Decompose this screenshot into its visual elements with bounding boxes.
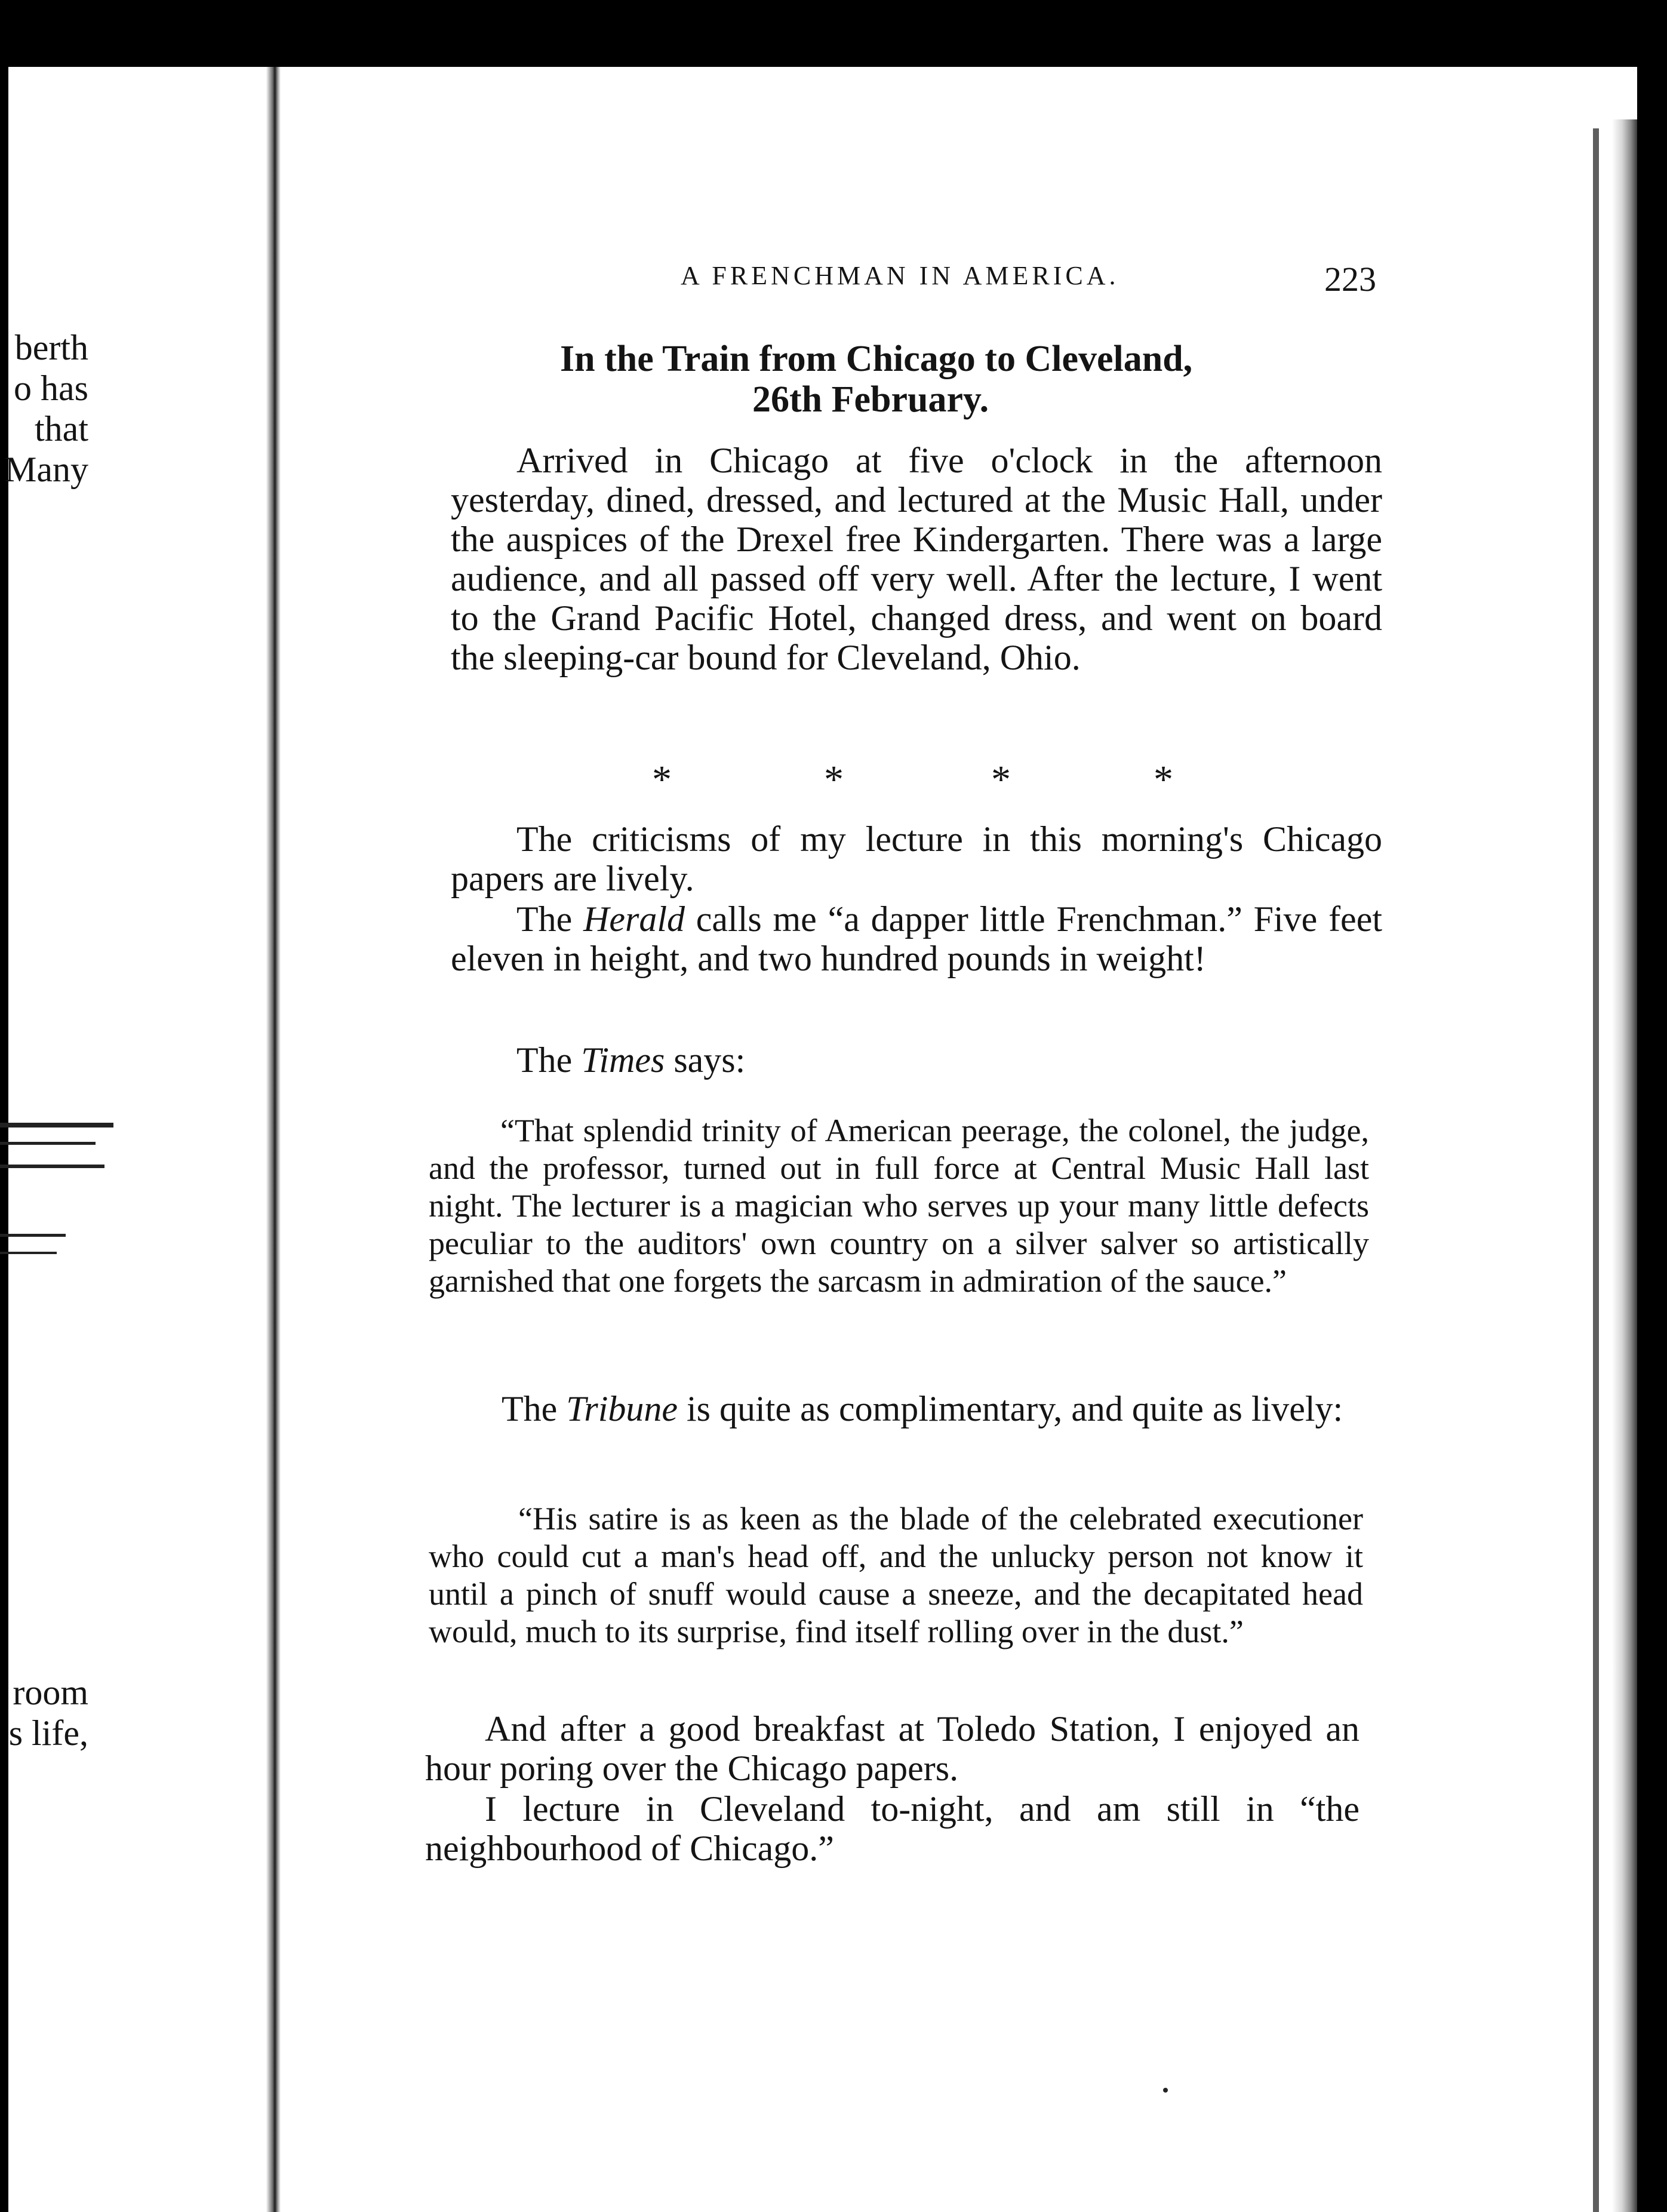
paragraph-text: And after a good breakfast at Toledo Station, I enjoyed an hour poring over the Chicago papers. xyxy=(425,1709,1360,1788)
paragraph xyxy=(436,1389,1367,1428)
scan-border-right xyxy=(1637,0,1667,2212)
paragraph xyxy=(451,441,1382,677)
left-page-smudge xyxy=(0,1165,104,1168)
newspaper-name: Tribune xyxy=(566,1389,678,1428)
paragraph xyxy=(451,1040,1382,1080)
text-run: calls me “a dapper little Frenchman.” Five feet eleven in height, and two hundred pounds in weight! xyxy=(451,899,1382,978)
newspaper-name: Herald xyxy=(583,899,685,939)
book-gutter xyxy=(266,67,281,2212)
left-page-fragment: o has xyxy=(14,368,88,408)
left-page-fragment: room xyxy=(13,1673,88,1712)
newspaper-name: Times xyxy=(581,1040,665,1080)
quote-text: “His satire is as keen as the blade of the celebrated executioner who could cut a man's head off, and the unlucky person not know it until a pinch of snuff would cause a sneeze, and the decapitated head would, much to its surprise, find itself rolling over in the dust.” xyxy=(429,1501,1363,1649)
left-page-fragment: berth xyxy=(14,328,88,367)
paragraph xyxy=(425,1709,1360,1788)
scan-border-top xyxy=(0,0,1667,67)
paragraph-text xyxy=(451,1040,1382,1080)
page-edge-shadow xyxy=(1612,119,1637,2212)
print-speck xyxy=(1163,2088,1168,2093)
left-page-fragment: s life, xyxy=(8,1713,88,1753)
section-break-star: * xyxy=(1154,758,1173,801)
text-run: The xyxy=(502,1389,567,1428)
paragraph xyxy=(451,819,1382,898)
paragraph xyxy=(451,899,1382,978)
text-run: is quite as complimentary, and quite as lively: xyxy=(678,1389,1343,1428)
paragraph-text: The criticisms of my lecture in this morning's Chicago papers are lively. xyxy=(451,819,1382,898)
left-page-smudge xyxy=(0,1234,66,1237)
quote-text: “That splendid trinity of American peerage, the colonel, the judge, and the professor, turned out in full force at Central Music Hall last night. The lecturer is a magician who serves up your many little defects peculiar to the auditors' own country on a silver salver so artistically garnished that one forgets the sarcasm in admiration of the sauce.” xyxy=(429,1113,1369,1299)
section-date: 26th February. xyxy=(752,379,989,420)
paragraph-text xyxy=(436,1389,1367,1428)
section-break-star: * xyxy=(991,758,1011,801)
block-quote xyxy=(429,1112,1369,1300)
paragraph-text: Arrived in Chicago at five o'clock in the afternoon yesterday, dined, dressed, and lectured at the Music Hall, under the auspices of the Drexel free Kindergarten. There was a large audience, and all passed off very well. After the lecture, I went to the Grand Pacific Hotel, changed dress, and went on board the sleeping-car bound for Cleveland, Ohio. xyxy=(451,441,1382,677)
text-run: The xyxy=(516,899,584,939)
left-page-smudge xyxy=(0,1252,57,1254)
section-break-star: * xyxy=(652,758,672,801)
paragraph-text xyxy=(451,899,1382,978)
block-quote xyxy=(429,1500,1363,1651)
paragraph-text: I lecture in Cleveland to-night, and am still in “the neighbourhood of Chicago.” xyxy=(425,1789,1360,1868)
section-break-star: * xyxy=(824,758,844,801)
left-page-fragment: that xyxy=(35,409,88,448)
text-run: The xyxy=(516,1040,582,1080)
left-page-smudge xyxy=(0,1123,113,1127)
page-number: 223 xyxy=(1324,260,1376,299)
paragraph xyxy=(425,1789,1360,1868)
page-edge-line xyxy=(1593,128,1599,2212)
scan-border-left xyxy=(0,0,8,2212)
left-page-fragment: Many xyxy=(5,450,88,489)
text-run: says: xyxy=(665,1040,746,1080)
left-page-smudge xyxy=(0,1142,96,1145)
running-title: A FRENCHMAN IN AMERICA. xyxy=(681,261,1119,290)
section-heading: In the Train from Chicago to Cleveland, xyxy=(560,339,1193,379)
